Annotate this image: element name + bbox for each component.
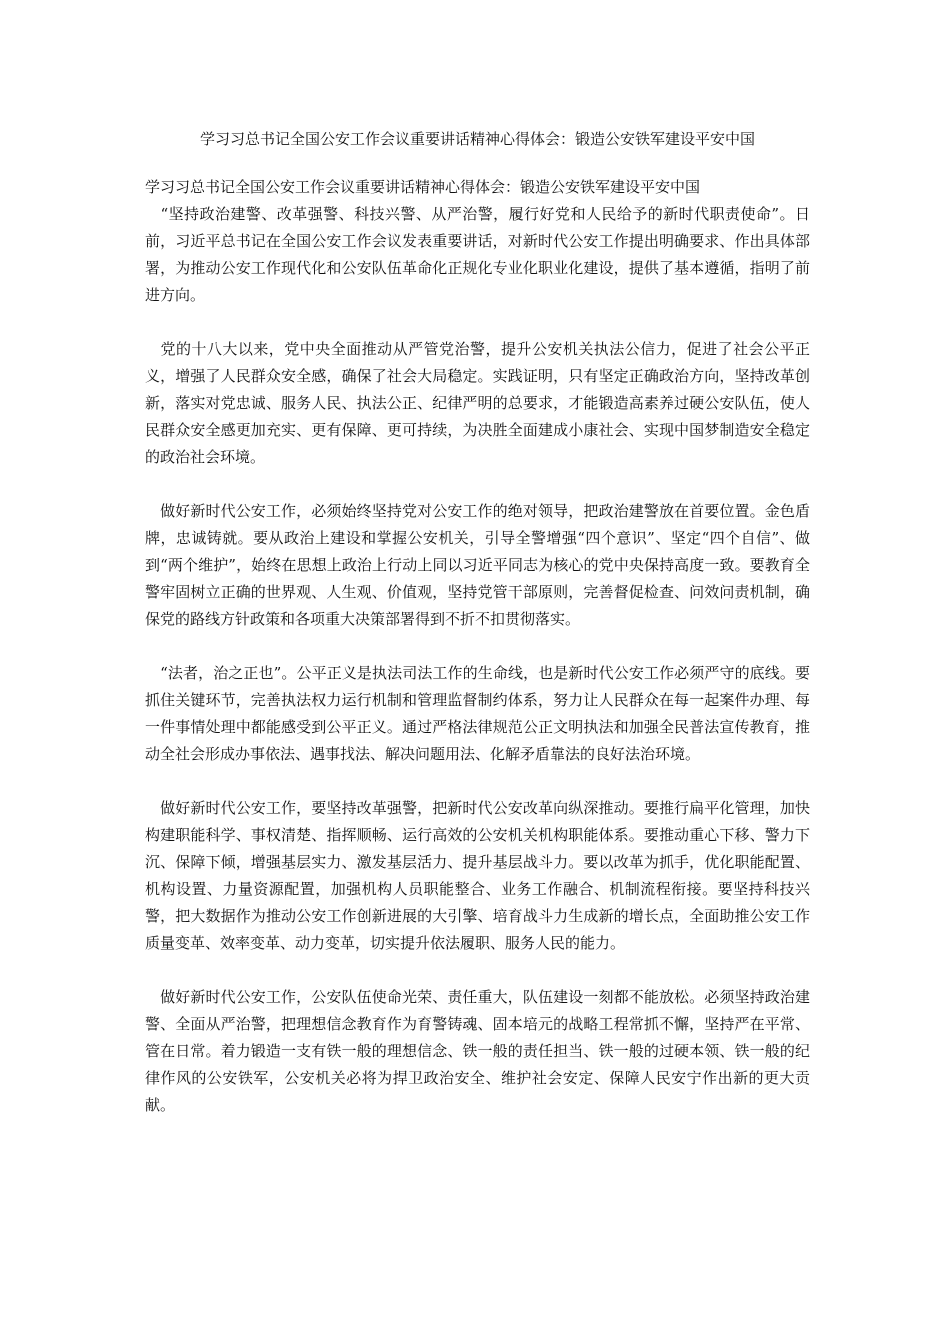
paragraph-1: “坚持政治建警、改革强警、科技兴警、从严治警，履行好党和人民给予的新时代职责使命”。日前，习近平总书记在全国公安工作会议发表重要讲话，对新时代公安工作提出明确要求、作出具体部署，为推动公安工作现代化和公安队伍革命化正规化专业化职业化建设，提供了基本遵循，指明了前进方向。 bbox=[145, 205, 810, 304]
paragraph-2: 党的十八大以来，党中央全面推动从严管党治警，提升公安机关执法公信力，促进了社会公平正义，增强了人民群众安全感，确保了社会大局稳定。实践证明，只有坚定正确政治方向，坚持改革创新，落实对党忠诚、服务人民、执法公正、纪律严明的总要求，才能锻造高素养过硬公安队伍，使人民群众安全感更加充实、更有保障、更可持续，为决胜全面建成小康社会、实现中国梦制造安全稳定的政治社会环境。 bbox=[145, 340, 810, 466]
paragraph-3: 做好新时代公安工作，必须始终坚持党对公安工作的绝对领导，把政治建警放在首要位置。金色盾牌，忠诚铸就。要从政治上建设和掌握公安机关，引导全警增强“四个意识”、坚定“四个自信”、做到“两个维护”，始终在思想上政治上行动上同以习近平同志为核心的党中央保持高度一致。要教育全警牢固树立正确的世界观、人生观、价值观，坚持党管干部原则，完善督促检查、问效问责机制，确保党的路线方针政策和各项重大决策部署得到不折不扣贯彻落实。 bbox=[145, 502, 810, 628]
document-page bbox=[145, 118, 810, 1119]
paragraph-5: 做好新时代公安工作，要坚持改革强警，把新时代公安改革向纵深推动。要推行扁平化管理，加快构建职能科学、事权清楚、指挥顺畅、运行高效的公安机关机构职能体系。要推动重心下移、警力下沉、保障下倾，增强基层实力、激发基层活力、提升基层战斗力。要以改革为抓手，优化职能配置、机构设置、力量资源配置，加强机构人员职能整合、业务工作融合、机制流程衔接。要坚持科技兴警，把大数据作为推动公安工作创新进展的大引擎、培育战斗力生成新的增长点，全面助推公安工作质量变革、效率变革、动力变革，切实提升依法履职、服务人民的能力。 bbox=[145, 799, 810, 952]
document-title: 学习习总书记全国公安工作会议重要讲话精神心得体会：锻造公安铁军建设平安中国 bbox=[199, 130, 755, 148]
paragraph-4: “法者，治之正也”。公平正义是执法司法工作的生命线，也是新时代公安工作必须严守的底线。要抓住关键环节，完善执法权力运行机制和管理监督制约体系，努力让人民群众在每一起案件办理、每一件事情处理中都能感受到公平正义。通过严格法律规范公正文明执法和加强全民普法宣传教育，推动全社会形成办事依法、遇事找法、解决问题用法、化解矛盾靠法的良好法治环境。 bbox=[145, 664, 810, 763]
paragraph-6: 做好新时代公安工作，公安队伍使命光荣、责任重大，队伍建设一刻都不能放松。必须坚持政治建警、全面从严治警，把理想信念教育作为育警铸魂、固本培元的战略工程常抓不懈，坚持严在平常、管在日常。着力锻造一支有铁一般的理想信念、铁一般的责任担当、铁一般的过硬本领、铁一般的纪律作风的公安铁军，公安机关必将为捍卫政治安全、维护社会安定、保障人民安宁作出新的更大贡献。 bbox=[145, 988, 810, 1114]
document-subtitle: 学习习总书记全国公安工作会议重要讲话精神心得体会：锻造公安铁军建设平安中国 bbox=[145, 178, 701, 196]
